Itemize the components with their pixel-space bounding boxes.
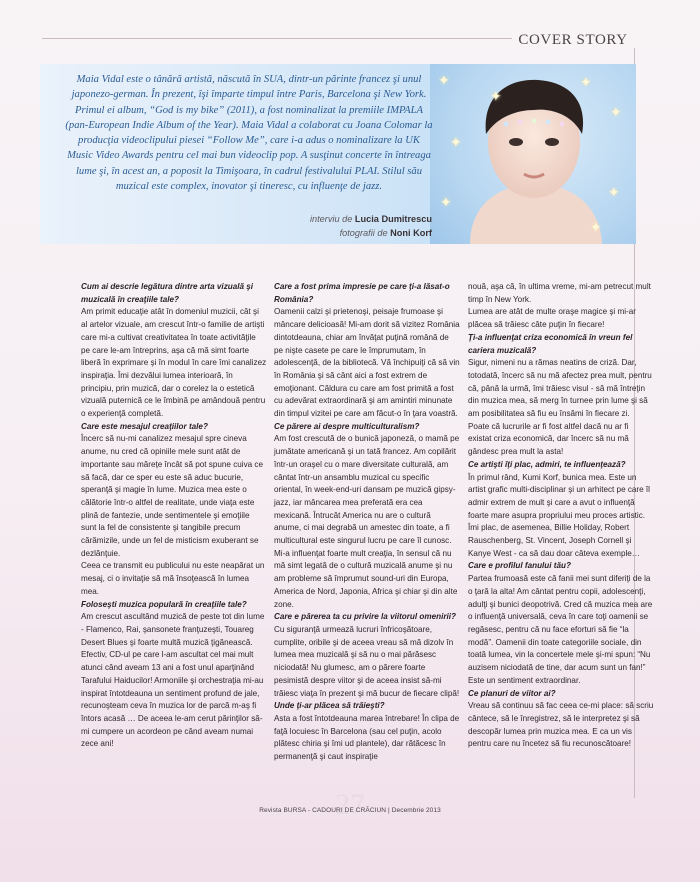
photographer-name: Noni Korf [390,228,432,238]
interview-answer: Am primit educaţie atât în domeniul muzicii, cât şi al artelor vizuale, am crescut într-o familie de artişti care mi-a cultivat creativitatea în toate activităţile pe care le-am întreprins, aşa că mă simt foarte liberă în exprimare şi în modul în care îmi canalizez inspiraţia. Îmi dezvălui lumea interioară, în principiu, prin muzică, dar o corelez la o estetică vizuală puternică ce le îmbină pe amândouă pentru o experienţă completă. [81,307,267,419]
interview-question: Care a fost prima impresie pe care ţi-a lăsat-o România? [274,282,450,304]
interview-answer: Am crescut ascultând muzică de peste tot din lume - Flamenco, Rai, şansonete franţuzeşti, Touareg Desert Blues şi foarte multă muzică ţigănească. Efectiv, CD-ul pe care l-am ascultat cel mai mult atunci când aveam 13 ani a fost unul aparţinând Tarafului Haiducilor! Armoniile şi orchestraţia mi-au inspirat întotdeauna un sentiment profund de jale, recunoşteam ceva în muzica lor de parcă m-aş fi întors acasă … De aceea le-am cerut părinţilor să-mi cumpere un acordeon pe când aveam numai zece ani! [81,612,265,749]
star-icon: ✦ [608,184,620,200]
interview-question: Ce artişti îţi plac, admiri, te influenţează? [468,459,626,469]
interview-question: Care este mesajul creaţiilor tale? [81,421,208,431]
interview-answer: Sigur, nimeni nu a rămas neatins de criză. Dar, totodată, încerc să nu mă afectez prea mult, pentru că, până la urmă, îmi trăiesc visul - să mă întreţin din muzica mea, să merg în turnee prin lume şi să am posibilitatea să fiu eu însămi în fiecare zi. [468,358,652,419]
interview-role: interviu de [309,214,353,224]
artist-photo [430,64,636,244]
star-icon: ✦ [490,88,502,104]
interview-question: Foloseşti muzica populară în creaţiile tale? [81,599,247,609]
interviewer-name: Lucia Dumitrescu [354,214,432,224]
top-rule [42,38,512,39]
interview-question: Ce planuri de viitor ai? [468,688,556,698]
star-icon: ✦ [440,194,452,210]
intro-paragraph: Maia Vidal este o tânără artistă, născută în SUA, dintr-un părinte francez şi unul japonezo-german. În prezent, îşi împarte timpul între Paris, Barcelona şi New York. Primul ei album, “God is my bike” (2011), a fost nominalizat la premiile IMPALA (pan-European Indie Album of the Year). Maia Vidal a colaborat cu Joana Colomar la producţia videoclipului piesei “Follow Me”, care i-a adus o nominalizare la UK Music Video Awards pentru cel mai bun videoclip pop. A susţinut concerte în întreaga lume şi, în acest an, a poposit la Timişoara, în cadrul festivalului PLAI. Stilul său muzical este complex, inovator şi tineresc, cu influenţe de jazz. [65,74,433,193]
article-column-1 [81,281,267,751]
interview-answer: Poate că lucrurile ar fi fost altfel dacă nu ar fi existat criza economică, dar încerc să nu mă gândesc prea mult la asta! [468,421,629,457]
star-icon: ✦ [580,74,592,90]
interview-answer: nouă, aşa că, în ultima vreme, mi-am petrecut mult timp în New York. [468,282,651,304]
interview-question: Cum ai descrie legătura dintre arta vizuală şi muzicală în creaţiile tale? [81,282,254,304]
interview-answer: Cu siguranţă urmează lucruri înfricoşătoare, cumplite, oribile şi de aceea vreau să mă dizolv în lumea mea muzicală şi să nu o mai părăsesc niciodată! Nu glumesc, am o părere foarte pesimistă despre viitor şi de aceea insist să-mi trăiesc viaţa în prezent şi mă bucur de fiecare clipă! [274,624,460,698]
interview-question: Care e profilul fanului tău? [468,561,571,571]
interview-answer: Partea frumoasă este că fanii mei sunt diferiţi de la o ţară la alta! Am cântat pentru copii, adolescenţi, adulţi şi bunici deopotrivă. Cred că muzica mea are o influenţă universală, ceva în care toţi oamenii se regăsesc, pentru că nu face eforturi să fie “la modă”. Oamenii din toate categoriile sociale, din toată lumea, vin la concertele mele şi-mi spun: “Nu auzisem niciodată de tine, dar acum sunt un fan!” Este un sentiment extraordinar. [468,574,653,685]
star-icon: ✦ [438,72,450,88]
article-column-2 [274,281,460,764]
portrait-illustration [430,64,636,244]
interview-answer: Lumea are atât de multe oraşe magice şi mi-ar plăcea să trăiesc câte puţin în fiecare! [468,307,636,330]
photo-role: fotografii de [339,228,388,238]
page-number: 27 [335,788,365,821]
interview-question: Ce părere ai despre multiculturalism? [274,421,420,431]
interview-question: Ţi-a influenţat criza economică în vreun fel cariera muzicală? [468,332,633,355]
interview-question: Unde ţi-ar plăcea să trăieşti? [274,701,385,711]
star-icon: ✦ [450,134,462,150]
article-column-3 [468,281,654,751]
interview-question: Care e părerea ta cu privire la viitorul omenirii? [274,612,456,622]
interview-answer: Vreau să continuu să fac ceea ce-mi place: să scriu cântece, să le înregistrez, să le interpretez şi să descopăr lumea prin muzica mea. E ca un vis pentru care nu încetez să fiu recunoscătoare! [468,701,654,749]
interview-answer: Încerc să nu-mi canalizez mesajul spre cineva anume, nu cred că opiniile mele sunt atât de importante sau mărețe încât să pot spune cuiva ce să facă, dar ce sper eu este să aduc bucurie, speranţă şi magie în lume. Muzica mea este o călătorie într-o altfel de realitate, unde viaţa este plină de fantezie, unde sentimentele şi emoţiile sunt la fel de consistente şi tangibile precum cărămizile, unde un fel de misticism exuberant se dezlănţuie. [81,434,264,558]
article-credits [142,212,432,240]
star-icon: ✦ [610,104,622,120]
section-tag: COVER STORY [518,32,628,48]
interview-answer: În primul rând, Kumi Korf, bunica mea. Este un artist grafic multi-disciplinar şi un arhitect pe care îl admir extrem de mult şi care a avut o influenţă foarte mare asupra propriului meu proces artistic. Îmi plac, de asemenea, Billie Holiday, Robert Rauschenberg, St. Vincent, Joseph Cornell şi Kanye West - ca să dau doar câteva exemple… [468,472,650,558]
interview-answer: Oamenii calzi şi prietenoşi, peisaje frumoase şi mâncare delicioasă! Mi-am dorit să vizitez România dintotdeauna, chiar am învăţat puţină română de pe nişte casete pe care le împrumutam, în adolescenţă, de la bibliotecă. Vă închipuiţi că să vin în România şi să cânt aici a fost extrem de emoţionant. Căldura cu care am fost primită a fost cu adevărat extraordinară şi am amintiri minunate din timpul vizitei pe care am făcut-o în ţara voastră. [274,307,460,419]
star-icon: ✦ [590,219,602,235]
interview-answer: Asta a fost întotdeauna marea întrebare! În clipa de faţă locuiesc în Barcelona (sau cel puţin, acolo plătesc chiria şi îmi ud plantele), dar rătăcesc în permanenţă şi caut inspiraţie [274,713,460,762]
footer-text: Revista BURSA - CADOURI DE CRĂCIUN | Decembrie 2013 [259,807,441,814]
interview-answer: Ceea ce transmit eu publicului nu este neapărat un mesaj, ci o invitaţie să mă însoţească în lumea mea. [81,561,265,596]
interview-answer: Am fost crescută de o bunică japoneză, o mamă pe jumătate americană şi un tată francez. Am copilărit într-un oraşel cu o mare diversitate culturală, am cântat într-un ansamblu muzical cu specific oriental, în week-end-uri dansam pe muzică gipsy-jazz, iar mâncarea mea preferată era cea mexicană. Întrucât America nu are o cultură anume, ci mai degrabă un amestec din toate, a fi multicultural este singurul lucru pe care îl cunosc. Mi-a influenţat foarte mult creaţia, în sensul că nu mă simt legată de o cultură muzicală anume şi nu am probleme să împrumut sound-uri din Europa, America de Nord, Japonia, Africa şi chiar şi din alte zone. [274,434,460,609]
